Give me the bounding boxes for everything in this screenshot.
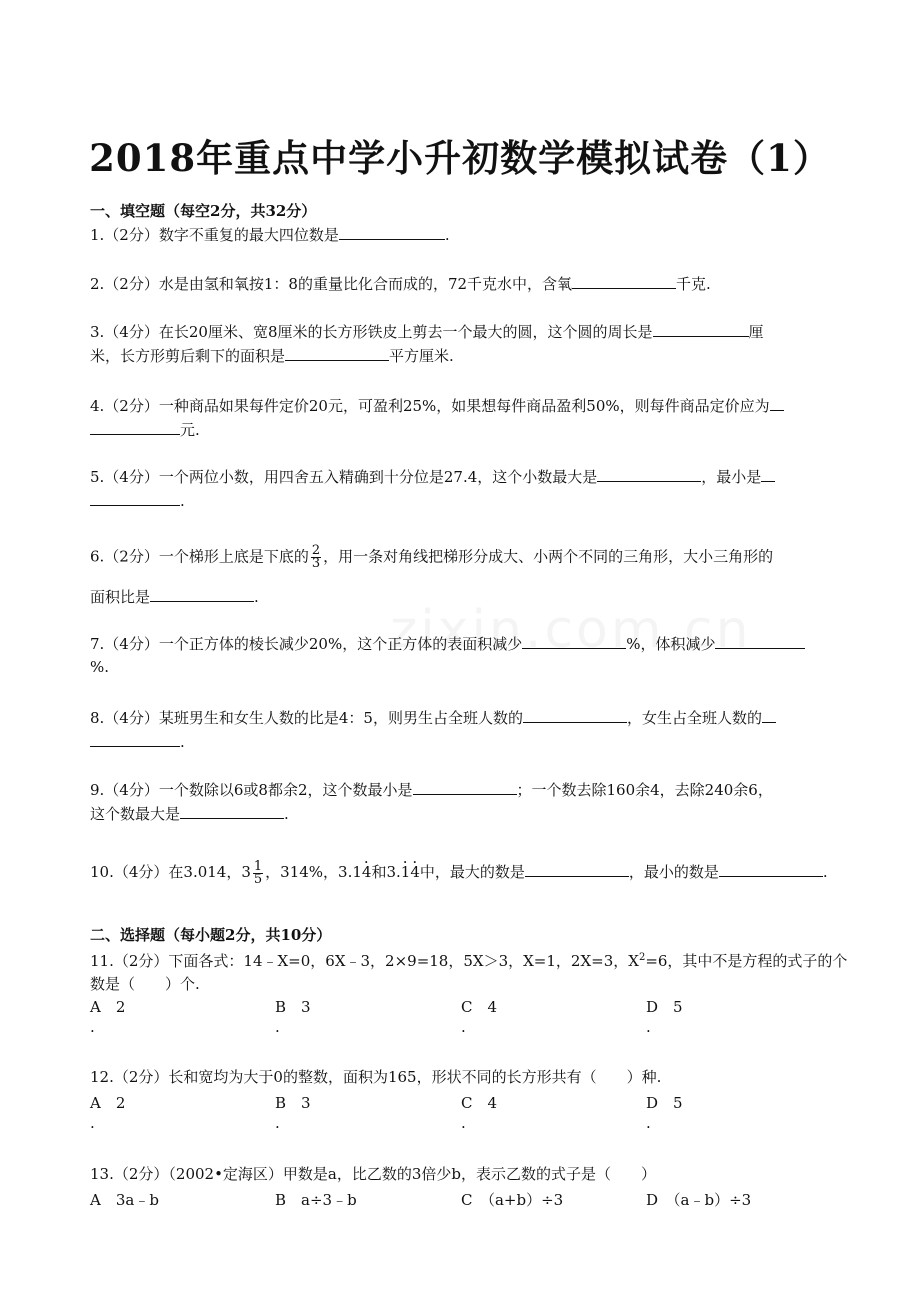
- option-c[interactable]: C （a+b）÷3: [461, 1191, 564, 1209]
- question-text: 数是（ ）个.: [90, 975, 200, 993]
- repeating-digit: . 4: [362, 861, 372, 884]
- question-text: %.: [90, 658, 110, 676]
- answer-blank[interactable]: [90, 730, 180, 747]
- option-dot: .: [275, 1114, 280, 1132]
- question-13: [90, 1163, 835, 1186]
- question-text: .: [180, 492, 185, 510]
- option-dot: .: [90, 1114, 95, 1132]
- answer-blank[interactable]: [715, 632, 805, 649]
- question-text: .: [284, 805, 289, 823]
- option-c[interactable]: C 4: [461, 998, 498, 1016]
- fraction-numerator: 1: [253, 858, 263, 874]
- question-7: [90, 632, 835, 679]
- answer-blank[interactable]: [770, 394, 784, 411]
- fraction-numerator: 2: [311, 543, 321, 558]
- question-text: 12.（2分）长和宽均为大于0的整数，面积为165，形状不同的长方形共有（ ）种.: [90, 1068, 662, 1086]
- option-dot: .: [461, 1114, 466, 1132]
- option-d[interactable]: D （a﹣b）÷3: [646, 1191, 752, 1209]
- option-dot: .: [646, 1114, 651, 1132]
- question-6-line-2: [90, 585, 835, 609]
- question-text: 厘: [748, 323, 764, 341]
- answer-blank[interactable]: [719, 860, 823, 877]
- fraction: [253, 858, 263, 887]
- question-text: 米，长方形剪后剩下的面积是: [90, 347, 286, 365]
- fraction-denominator: 3: [311, 556, 321, 571]
- question-text: 面积比是: [90, 588, 151, 606]
- answer-blank[interactable]: [150, 585, 254, 602]
- repeating-digit: . 1: [401, 861, 411, 884]
- question-text: 中，最大的数是: [419, 863, 525, 881]
- option-a[interactable]: A 2: [90, 1094, 126, 1112]
- question-text: 6.（2分）一个梯形上底是下底的: [90, 547, 309, 566]
- question-text: .: [822, 863, 828, 881]
- option-a[interactable]: A 3a﹣b: [90, 1191, 159, 1209]
- question-text: ，女生占全班人数的: [626, 709, 762, 727]
- option-a[interactable]: A 2: [90, 998, 126, 1016]
- option-dot: .: [646, 1018, 651, 1036]
- question-4: [90, 394, 835, 442]
- option-b[interactable]: B 3: [275, 998, 311, 1016]
- question-text: 和3.: [371, 863, 401, 881]
- section-heading-multiple-choice: 二、选择题（每小题2分，共10分）: [90, 926, 332, 944]
- question-text: 7.（4分）一个正方体的棱长减少20%，这个正方体的表面积减少: [90, 635, 523, 653]
- question-text: 13.（2分）（2002•定海区）甲数是a，比乙数的3倍少b，表示乙数的式子是（ ）: [90, 1165, 657, 1183]
- fraction: [311, 545, 321, 570]
- answer-blank[interactable]: [522, 632, 626, 649]
- option-c[interactable]: C 4: [461, 1094, 498, 1112]
- answer-blank[interactable]: [413, 778, 517, 795]
- answer-blank[interactable]: [90, 418, 180, 435]
- question-12: [90, 1066, 835, 1089]
- question-text: .: [254, 588, 259, 606]
- question-8: [90, 706, 835, 754]
- option-d[interactable]: D 5: [646, 1094, 683, 1112]
- question-text: 元.: [180, 421, 200, 439]
- question-6: [90, 545, 835, 570]
- question-9: [90, 778, 835, 826]
- question-text: 这个数最大是: [90, 805, 181, 823]
- question-text: 千克.: [676, 275, 711, 293]
- option-dot: .: [461, 1018, 466, 1036]
- answer-blank[interactable]: [339, 223, 445, 240]
- question-text: 平方厘米.: [389, 347, 454, 365]
- answer-blank[interactable]: [180, 802, 284, 819]
- option-dot: .: [275, 1018, 280, 1036]
- question-text: 9.（4分）一个数除以6或8都余2，这个数最小是: [90, 781, 413, 799]
- option-b[interactable]: B 3: [275, 1094, 311, 1112]
- superscript: 2: [638, 952, 646, 963]
- answer-blank[interactable]: [285, 344, 389, 361]
- question-1: [90, 223, 835, 247]
- question-text: 5.（4分）一个两位小数，用四舍五入精确到十分位是27.4，这个小数最大是: [90, 468, 598, 486]
- answer-blank[interactable]: [90, 489, 180, 506]
- question-3: [90, 320, 835, 368]
- option-b[interactable]: B a÷3﹣b: [275, 1191, 357, 1209]
- section-heading-fill-blank: 一、填空题（每空2分，共32分）: [90, 202, 317, 220]
- question-text: ，用一条对角线把梯形分成大、小两个不同的三角形，大小三角形的: [323, 547, 774, 566]
- question-text: 4.（2分）一种商品如果每件定价20元，可盈利25%，如果想每件商品盈利50%，则每件商品定价应为: [90, 397, 770, 415]
- question-text: 10.（4分）在3.014，3: [90, 863, 251, 881]
- question-11: [90, 946, 848, 996]
- question-2: [90, 272, 835, 296]
- question-text: %，体积减少: [626, 635, 716, 653]
- answer-blank[interactable]: [597, 465, 701, 482]
- answer-blank[interactable]: [525, 860, 629, 877]
- answer-blank[interactable]: [761, 465, 775, 482]
- repeating-digit: . 4: [410, 861, 420, 884]
- answer-blank[interactable]: [653, 320, 749, 337]
- answer-blank[interactable]: [523, 706, 627, 723]
- question-text: 11.（2分）下面各式：14﹣X=0，6X﹣3，2×9=18，5X＞3，X=1，2X=3，X: [90, 952, 639, 970]
- question-text: ，最小的数是: [628, 863, 719, 881]
- question-text: 1.（2分）数字不重复的最大四位数是: [90, 226, 339, 244]
- answer-blank[interactable]: [762, 706, 776, 723]
- question-text: 8.（4分）某班男生和女生人数的比是4：5，则男生占全班人数的: [90, 709, 523, 727]
- question-text: .: [180, 733, 185, 751]
- question-text: ，314%，3.1: [265, 863, 362, 881]
- question-text: ，最小是: [701, 468, 762, 486]
- question-10: [90, 860, 835, 886]
- answer-blank[interactable]: [572, 272, 676, 289]
- question-text: =6，其中不是方程的式子的个: [645, 952, 848, 970]
- page-title: 2018年重点中学小升初数学模拟试卷（1）: [89, 136, 831, 180]
- option-dot: .: [90, 1018, 95, 1036]
- question-text: ；一个数去除160余4，去除240余6，: [516, 781, 773, 799]
- fraction-denominator: 5: [253, 871, 263, 887]
- question-text: .: [444, 226, 450, 244]
- question-text: 3.（4分）在长20厘米、宽8厘米的长方形铁皮上剪去一个最大的圆，这个圆的周长是: [90, 323, 653, 341]
- option-d[interactable]: D 5: [646, 998, 683, 1016]
- question-text: 2.（2分）水是由氢和氧按1：8的重量比化合而成的，72千克水中，含氧: [90, 275, 573, 293]
- question-5: [90, 465, 835, 513]
